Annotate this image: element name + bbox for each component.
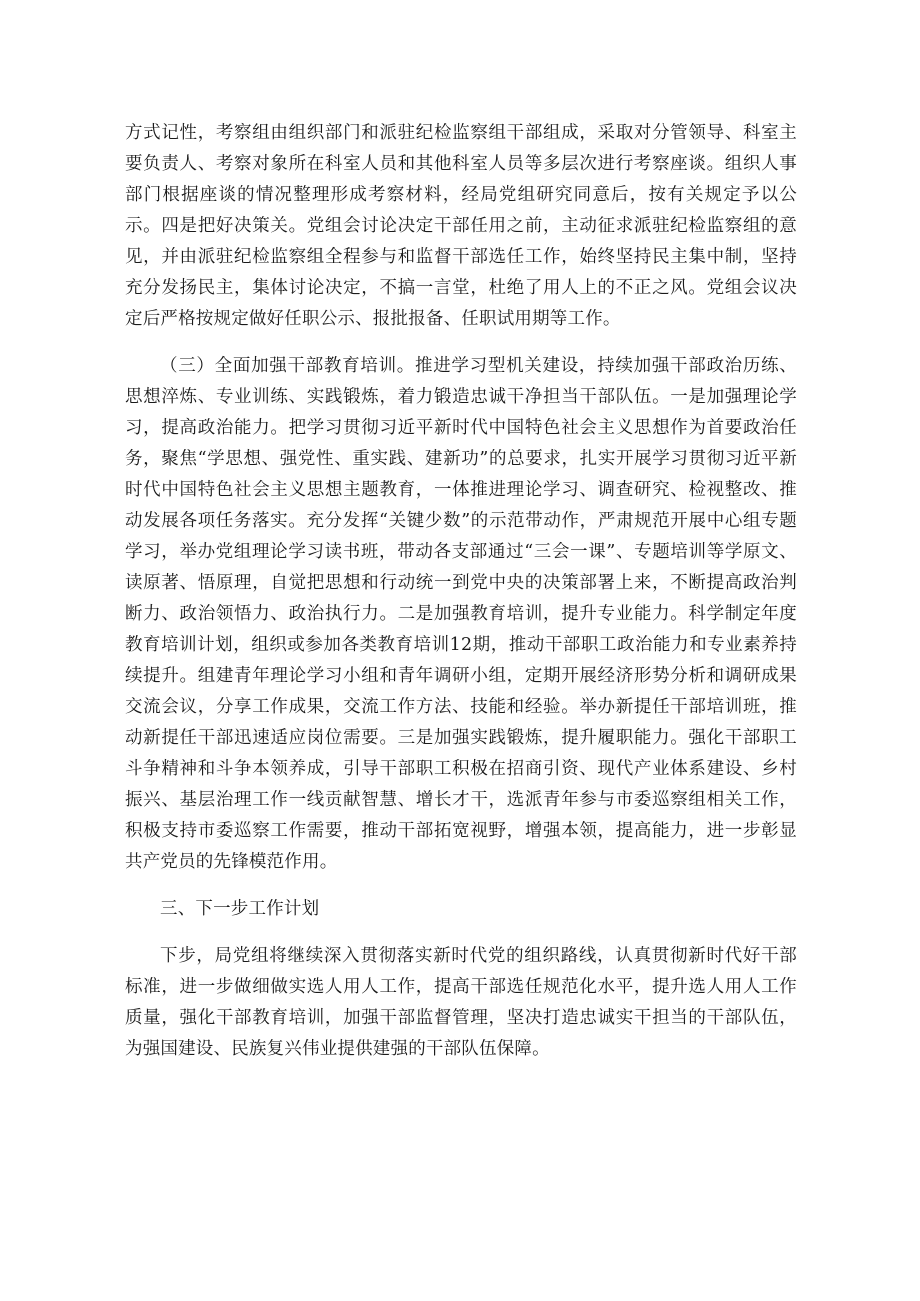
paragraph-next-plan: 下步，局党组将继续深入贯彻落实新时代党的组织路线，认真贯彻新时代好干部标准，进一步做细做实选人用人工作，提高干部选任规范化水平，提升选人用人工作质量，强化干部教育培训，加强干部监督管理，坚决打造忠诚实干担当的干部队伍，为强国建设、民族复兴伟业提供建强的干部队伍保障。: [125, 946, 797, 1059]
section-heading-next-plan: 三、下一步工作计划: [160, 899, 320, 919]
paragraph-continuation: 方式记性，考察组由组织部门和派驻纪检监察组干部组成，采取对分管领导、科室主要负责人、考察对象所在科室人员和其他科室人员等多层次进行考察座谈。组织人事部门根据座谈的情况整理形成考察材料，经局党组研究同意后，按有关规定予以公示。四是把好决策关。党组会讨论决定干部任用之前，主动征求派驻纪检监察组的意见，并由派驻纪检监察组全程参与和监督干部选任工作，始终坚持民主集中制，坚持充分发扬民主，集体讨论决定，不搞一言堂，杜绝了用人上的不正之风。党组会议决定后严格按规定做好任职公示、报批报备、任职试用期等工作。: [125, 123, 797, 329]
paragraph-education-training: （三）全面加强干部教育培训。推进学习型机关建设，持续加强干部政治历练、思想淬炼、专业训练、实践锻炼，着力锻造忠诚干净担当干部队伍。一是加强理论学习，提高政治能力。把学习贯彻习近平新时代中国特色社会主义思想作为首要政治任务，聚焦“学思想、强党性、重实践、建新功”的总要求，扎实开展学习贯彻习近平新时代中国特色社会主义思想主题教育，一体推进理论学习、调查研究、检视整改、推动发展各项任务落实。充分发挥“关键少数”的示范带动作，严肃规范开展中心组专题学习，举办党组理论学习读书班，带动各支部通过“三会一课”、专题培训等学原文、读原著、悟原理，自觉把思想和行动统一到党中央的决策部署上来，不断提高政治判断力、政治领悟力、政治执行力。二是加强教育培训，提升专业能力。科学制定年度教育培训计划，组织或参加各类教育培训12期，推动干部职工政治能力和专业素养持续提升。组建青年理论学习小组和青年调研小组，定期开展经济形势分析和调研成果交流会议，分享工作成果，交流工作方法、技能和经验。举办新提任干部培训班，推动新提任干部迅速适应岗位需要。三是加强实践锻炼，提升履职能力。强化干部职工斗争精神和斗争本领养成，引导干部职工积极在招商引资、现代产业体系建设、乡村振兴、基层治理工作一线贡献智慧、增长才干，选派青年参与市委巡察组相关工作，积极支持市委巡察工作需要，推动干部拓宽视野，增强本领，提高能力，进一步彰显共产党员的先锋模范作用。: [125, 356, 797, 872]
document-body: [125, 118, 797, 1065]
